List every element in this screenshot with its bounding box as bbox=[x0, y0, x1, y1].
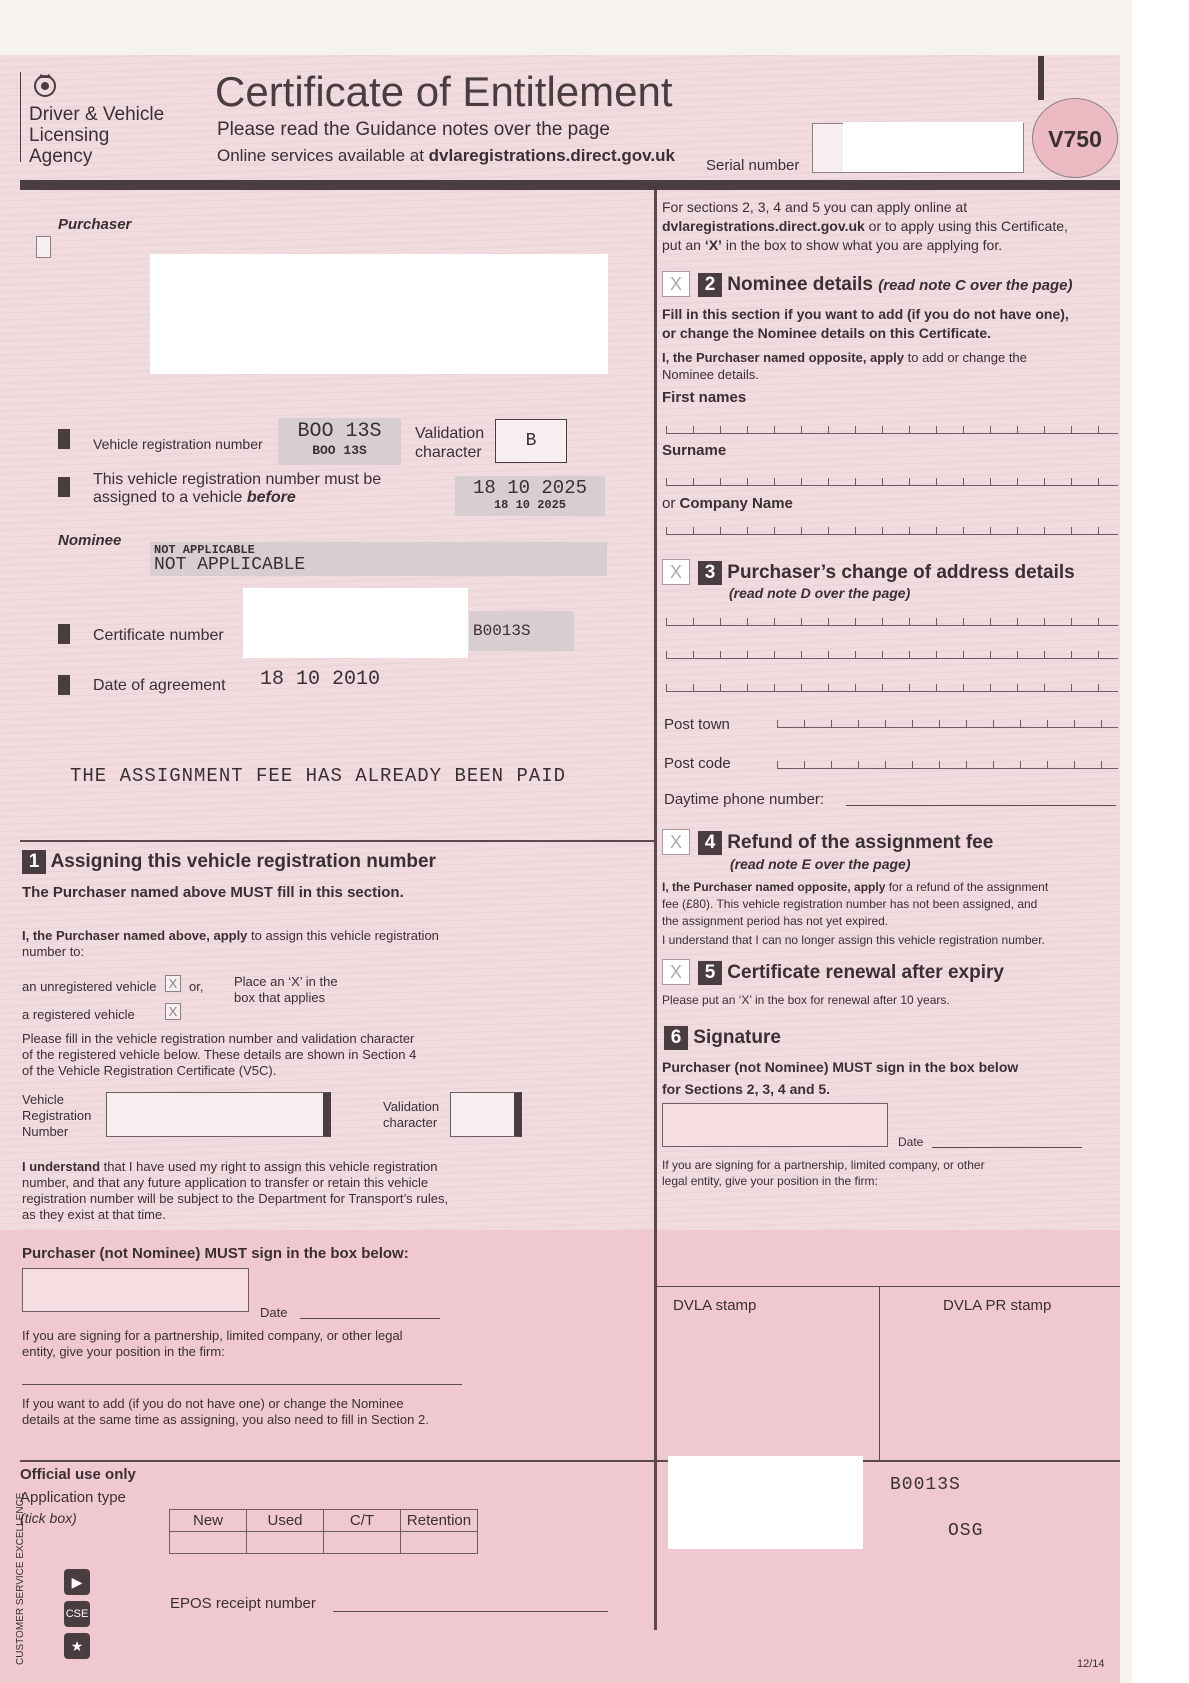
reg-label: Vehicle registration number bbox=[93, 436, 263, 452]
section1-fill-1: Please fill in the vehicle registration number and validation character bbox=[22, 1031, 415, 1046]
section1-date-label: Date bbox=[260, 1305, 288, 1320]
section5-checkbox[interactable]: X bbox=[662, 959, 690, 985]
section4-line-3: the assignment period has not yet expired. bbox=[662, 914, 889, 928]
post-code-label: Post code bbox=[664, 755, 731, 772]
right-intro-3a: put an bbox=[662, 237, 705, 253]
right-intro-3 bbox=[662, 237, 1002, 253]
understand-rest: that I have used my right to assign this vehicle registration bbox=[100, 1159, 438, 1174]
section1-signature-box[interactable] bbox=[22, 1268, 249, 1312]
reg-marker bbox=[58, 429, 70, 449]
section1-apply-rest: to assign this vehicle registration bbox=[247, 928, 439, 943]
section1-position-line bbox=[22, 1384, 462, 1385]
cse-star-icon: ★ bbox=[64, 1633, 90, 1659]
cert-value: B0013S bbox=[469, 611, 574, 651]
section1-apply-line2: number to: bbox=[22, 944, 85, 959]
tick-box-label: (tick box) bbox=[20, 1510, 77, 1526]
understand-bold: I understand bbox=[22, 1159, 101, 1174]
section4-line-4: I understand that I can no longer assign this vehicle registration number. bbox=[662, 933, 1045, 947]
vc-input[interactable] bbox=[450, 1092, 522, 1137]
stamp-divider bbox=[879, 1286, 880, 1461]
before-line2 bbox=[93, 489, 296, 507]
purchaser-address-redacted bbox=[150, 254, 608, 374]
first-names-input[interactable] bbox=[666, 420, 1118, 434]
vc-label-1: Validation bbox=[383, 1099, 440, 1114]
section3-checkbox[interactable]: X bbox=[662, 559, 690, 585]
surname-input[interactable] bbox=[666, 472, 1118, 486]
col-ct: C/T bbox=[324, 1510, 401, 1532]
understand-2: number, and that any future application to transfer or retain this vehicle bbox=[22, 1175, 429, 1190]
office-ref-2: OSG bbox=[948, 1521, 984, 1541]
section6-partner-1: If you are signing for a partnership, limited company, or other bbox=[662, 1158, 985, 1172]
crown-crest-icon bbox=[30, 70, 60, 100]
vrn-label-1: Vehicle bbox=[22, 1092, 64, 1107]
section1-num: 1 bbox=[22, 850, 46, 874]
section6-signature-box[interactable] bbox=[662, 1103, 888, 1147]
cse-badge-icon: CSE bbox=[64, 1601, 90, 1627]
surname-label: Surname bbox=[662, 442, 727, 459]
section1-sign-label: Purchaser (not Nominee) MUST sign in the box below: bbox=[22, 1245, 409, 1262]
section1-nominee-2: details at the same time as assigning, you also need to fill in Section 2. bbox=[22, 1412, 429, 1427]
section4-note: (read note E over the page) bbox=[730, 856, 911, 872]
post-code-input[interactable] bbox=[777, 755, 1118, 769]
nominee-label: Nominee bbox=[58, 532, 122, 549]
section1-must: The Purchaser named above MUST fill in this section. bbox=[22, 884, 404, 901]
section6-line-2: for Sections 2, 3, 4 and 5. bbox=[662, 1081, 831, 1097]
agency-name-line1: Driver & Vehicle bbox=[29, 104, 165, 125]
registered-checkbox[interactable]: X bbox=[165, 1003, 181, 1020]
agreement-label: Date of agreement bbox=[93, 677, 226, 694]
section4-heading bbox=[698, 831, 993, 855]
section2-apply-bold: I, the Purchaser named opposite, apply bbox=[662, 350, 905, 365]
unregistered-checkbox[interactable]: X bbox=[165, 975, 181, 992]
address-line-1[interactable] bbox=[666, 612, 1118, 626]
vc-label-2: character bbox=[383, 1115, 438, 1130]
section1-fill-3: of the Vehicle Registration Certificate (V5C). bbox=[22, 1063, 277, 1078]
company-label bbox=[662, 495, 793, 512]
dvla-pr-stamp-label: DVLA PR stamp bbox=[943, 1297, 1052, 1314]
section1-date-line bbox=[300, 1318, 440, 1319]
dvla-stamp-label: DVLA stamp bbox=[673, 1297, 757, 1314]
section1-fill-2: of the registered vehicle below. These details are shown in Section 4 bbox=[22, 1047, 417, 1062]
before-emphasis: before bbox=[246, 489, 296, 506]
right-intro-3b: in the box to show what you are applying for. bbox=[721, 237, 1003, 253]
section4-line-2: fee (£80). This vehicle registration number has not been assigned, and bbox=[662, 897, 1038, 911]
nominee-value-box bbox=[150, 542, 607, 576]
serial-label: Serial number bbox=[706, 157, 800, 174]
understand-3: registration number will be subject to the Department for Transport’s rules, bbox=[22, 1191, 449, 1206]
section1-partner-1: If you are signing for a partnership, limited company, or other legal bbox=[22, 1328, 403, 1343]
vrn-label-2: Registration bbox=[22, 1108, 92, 1123]
place-x-2: box that applies bbox=[234, 990, 326, 1005]
section5-title: Certificate renewal after expiry bbox=[727, 962, 1004, 983]
section5-heading bbox=[698, 961, 1004, 985]
section6-date-line bbox=[932, 1147, 1082, 1148]
understand-1 bbox=[22, 1159, 437, 1174]
section1-apply-bold: I, the Purchaser named above, apply bbox=[22, 928, 248, 943]
cert-marker bbox=[58, 624, 70, 644]
nominee-value-small: NOT APPLICABLE bbox=[154, 543, 255, 557]
tick-used[interactable] bbox=[247, 1532, 324, 1554]
application-type-table bbox=[169, 1509, 478, 1554]
section1-partner-2: entity, give your position in the firm: bbox=[22, 1344, 225, 1359]
section4-apply bbox=[662, 880, 1048, 894]
page-title: Certificate of Entitlement bbox=[215, 68, 673, 115]
section4-apply-bold: I, the Purchaser named opposite, apply bbox=[662, 880, 886, 894]
section5-num: 5 bbox=[698, 961, 722, 985]
section2-num: 2 bbox=[698, 273, 722, 297]
section2-apply bbox=[662, 350, 1027, 365]
section2-fill-2: or change the Nominee details on this Certificate. bbox=[662, 325, 992, 341]
section4-apply-rest: for a refund of the assignment bbox=[885, 880, 1049, 894]
section6-title: Signature bbox=[693, 1027, 781, 1048]
before-date: 18 10 2025 bbox=[472, 477, 588, 499]
section2-apply-2: Nominee details. bbox=[662, 367, 759, 382]
section4-title: Refund of the assignment fee bbox=[727, 832, 994, 853]
agency-name-line3: Agency bbox=[29, 146, 93, 167]
stamp-top-rule bbox=[656, 1286, 1120, 1287]
tick-ct[interactable] bbox=[324, 1532, 401, 1554]
before-date-small: 18 10 2025 bbox=[493, 498, 566, 512]
serial-redacted bbox=[843, 122, 1023, 172]
cse-play-icon: ▶ bbox=[64, 1569, 90, 1595]
phone-line[interactable] bbox=[846, 805, 1116, 806]
agency-rule bbox=[20, 72, 21, 162]
form-date: 12/14 bbox=[1077, 1658, 1105, 1670]
application-type-label: Application type bbox=[20, 1489, 126, 1506]
validation-label-1: Validation bbox=[415, 425, 485, 442]
section3-num: 3 bbox=[698, 561, 722, 585]
online-url: dvlaregistrations.direct.gov.uk bbox=[428, 146, 675, 165]
registered-label: a registered vehicle bbox=[22, 1007, 135, 1022]
validation-value: B bbox=[495, 419, 567, 463]
official-top-rule bbox=[20, 1460, 1120, 1462]
epos-label: EPOS receipt number bbox=[170, 1595, 316, 1612]
page-subtitle: Please read the Guidance notes over the page bbox=[217, 119, 610, 140]
phone-label: Daytime phone number: bbox=[664, 791, 825, 808]
company-or: or bbox=[662, 495, 680, 512]
section1-heading bbox=[22, 850, 436, 874]
first-names-label: First names bbox=[662, 389, 747, 406]
vrn-input[interactable] bbox=[106, 1092, 331, 1137]
section6-date-label: Date bbox=[898, 1135, 924, 1149]
col-used: Used bbox=[247, 1510, 324, 1532]
address-line-2[interactable] bbox=[666, 645, 1118, 659]
section1-title: Assigning this vehicle registration number bbox=[50, 851, 436, 872]
understand-4: as they exist at that time. bbox=[22, 1207, 166, 1222]
cert-label: Certificate number bbox=[93, 627, 224, 644]
section3-title: Purchaser’s change of address details bbox=[727, 562, 1075, 583]
reg-value-box bbox=[278, 418, 401, 465]
right-intro-2-rest: or to apply using this Certificate, bbox=[864, 218, 1068, 234]
online-services bbox=[217, 146, 675, 166]
section6-partner-2: legal entity, give your position in the firm: bbox=[662, 1174, 878, 1188]
office-redacted bbox=[668, 1456, 863, 1549]
right-intro-2 bbox=[662, 218, 1068, 234]
vrn-label-3: Number bbox=[22, 1124, 69, 1139]
post-town-label: Post town bbox=[664, 716, 730, 733]
reg-value-small: BOO 13S bbox=[312, 443, 367, 458]
nominee-value: NOT APPLICABLE bbox=[154, 555, 306, 575]
form-code-badge: V750 bbox=[1032, 98, 1118, 178]
agency-name-line2: Licensing bbox=[29, 125, 110, 146]
epos-line bbox=[333, 1611, 608, 1612]
section2-checkbox[interactable]: X bbox=[662, 271, 690, 297]
validation-label-2: character bbox=[415, 444, 482, 461]
before-marker bbox=[58, 477, 70, 497]
agreement-value: 18 10 2010 bbox=[260, 668, 381, 691]
company-input[interactable] bbox=[666, 521, 1118, 535]
online-prefix: Online services available at bbox=[217, 146, 429, 165]
section2-heading bbox=[698, 273, 1072, 297]
section2-fill-1: Fill in this section if you want to add (if you do not have one), bbox=[662, 306, 1069, 322]
before-line1: This vehicle registration number must be bbox=[93, 471, 382, 488]
agreement-marker bbox=[58, 675, 70, 695]
official-title: Official use only bbox=[20, 1466, 136, 1483]
section5-text: Please put an ‘X’ in the box for renewal after 10 years. bbox=[662, 993, 950, 1007]
section6-line-1: Purchaser (not Nominee) MUST sign in the box below bbox=[662, 1059, 1019, 1075]
office-ref-1: B0013S bbox=[890, 1475, 961, 1495]
header-divider bbox=[20, 180, 1120, 190]
section4-checkbox[interactable]: X bbox=[662, 829, 690, 855]
col-retention: Retention bbox=[401, 1510, 478, 1532]
section6-num: 6 bbox=[664, 1026, 688, 1050]
cert-redacted bbox=[243, 588, 468, 658]
tick-retention[interactable] bbox=[401, 1532, 478, 1554]
unregistered-label: an unregistered vehicle bbox=[22, 979, 157, 994]
post-town-input[interactable] bbox=[777, 714, 1118, 728]
section3-note: (read note D over the page) bbox=[729, 585, 911, 601]
section1-nominee-1: If you want to add (if you do not have one) or change the Nominee bbox=[22, 1396, 404, 1411]
section4-num: 4 bbox=[698, 831, 722, 855]
place-x-1: Place an ‘X’ in the bbox=[234, 974, 338, 989]
cse-text: CUSTOMER SERVICE EXCELLENCE bbox=[15, 1492, 26, 1665]
address-line-3[interactable] bbox=[666, 678, 1118, 692]
before-date-box bbox=[455, 476, 605, 516]
right-intro-1: For sections 2, 3, 4 and 5 you can apply online at bbox=[662, 199, 968, 215]
section6-heading bbox=[664, 1026, 781, 1050]
fee-note: THE ASSIGNMENT FEE HAS ALREADY BEEN PAID bbox=[70, 765, 567, 787]
right-intro-url: dvlaregistrations.direct.gov.uk bbox=[662, 218, 865, 234]
tick-new[interactable] bbox=[170, 1532, 247, 1554]
header-marker bbox=[1038, 56, 1044, 100]
column-divider bbox=[654, 190, 657, 1630]
section1-apply bbox=[22, 928, 439, 943]
before-line2-text: assigned to a vehicle bbox=[93, 489, 247, 506]
purchaser-label: Purchaser bbox=[58, 216, 132, 233]
company-name-label: Company Name bbox=[679, 495, 793, 512]
section2-note: (read note C over the page) bbox=[878, 277, 1073, 294]
reg-value: BOO 13S bbox=[297, 420, 382, 443]
section3-heading bbox=[698, 561, 1075, 585]
section2-apply-rest: to add or change the bbox=[904, 350, 1027, 365]
section1-top-rule bbox=[20, 840, 654, 842]
right-intro-x: ‘X’ bbox=[704, 237, 722, 253]
col-new: New bbox=[170, 1510, 247, 1532]
purchaser-checkbox[interactable] bbox=[36, 236, 51, 258]
or-label: or, bbox=[189, 979, 204, 994]
section2-title: Nominee details bbox=[727, 274, 879, 295]
